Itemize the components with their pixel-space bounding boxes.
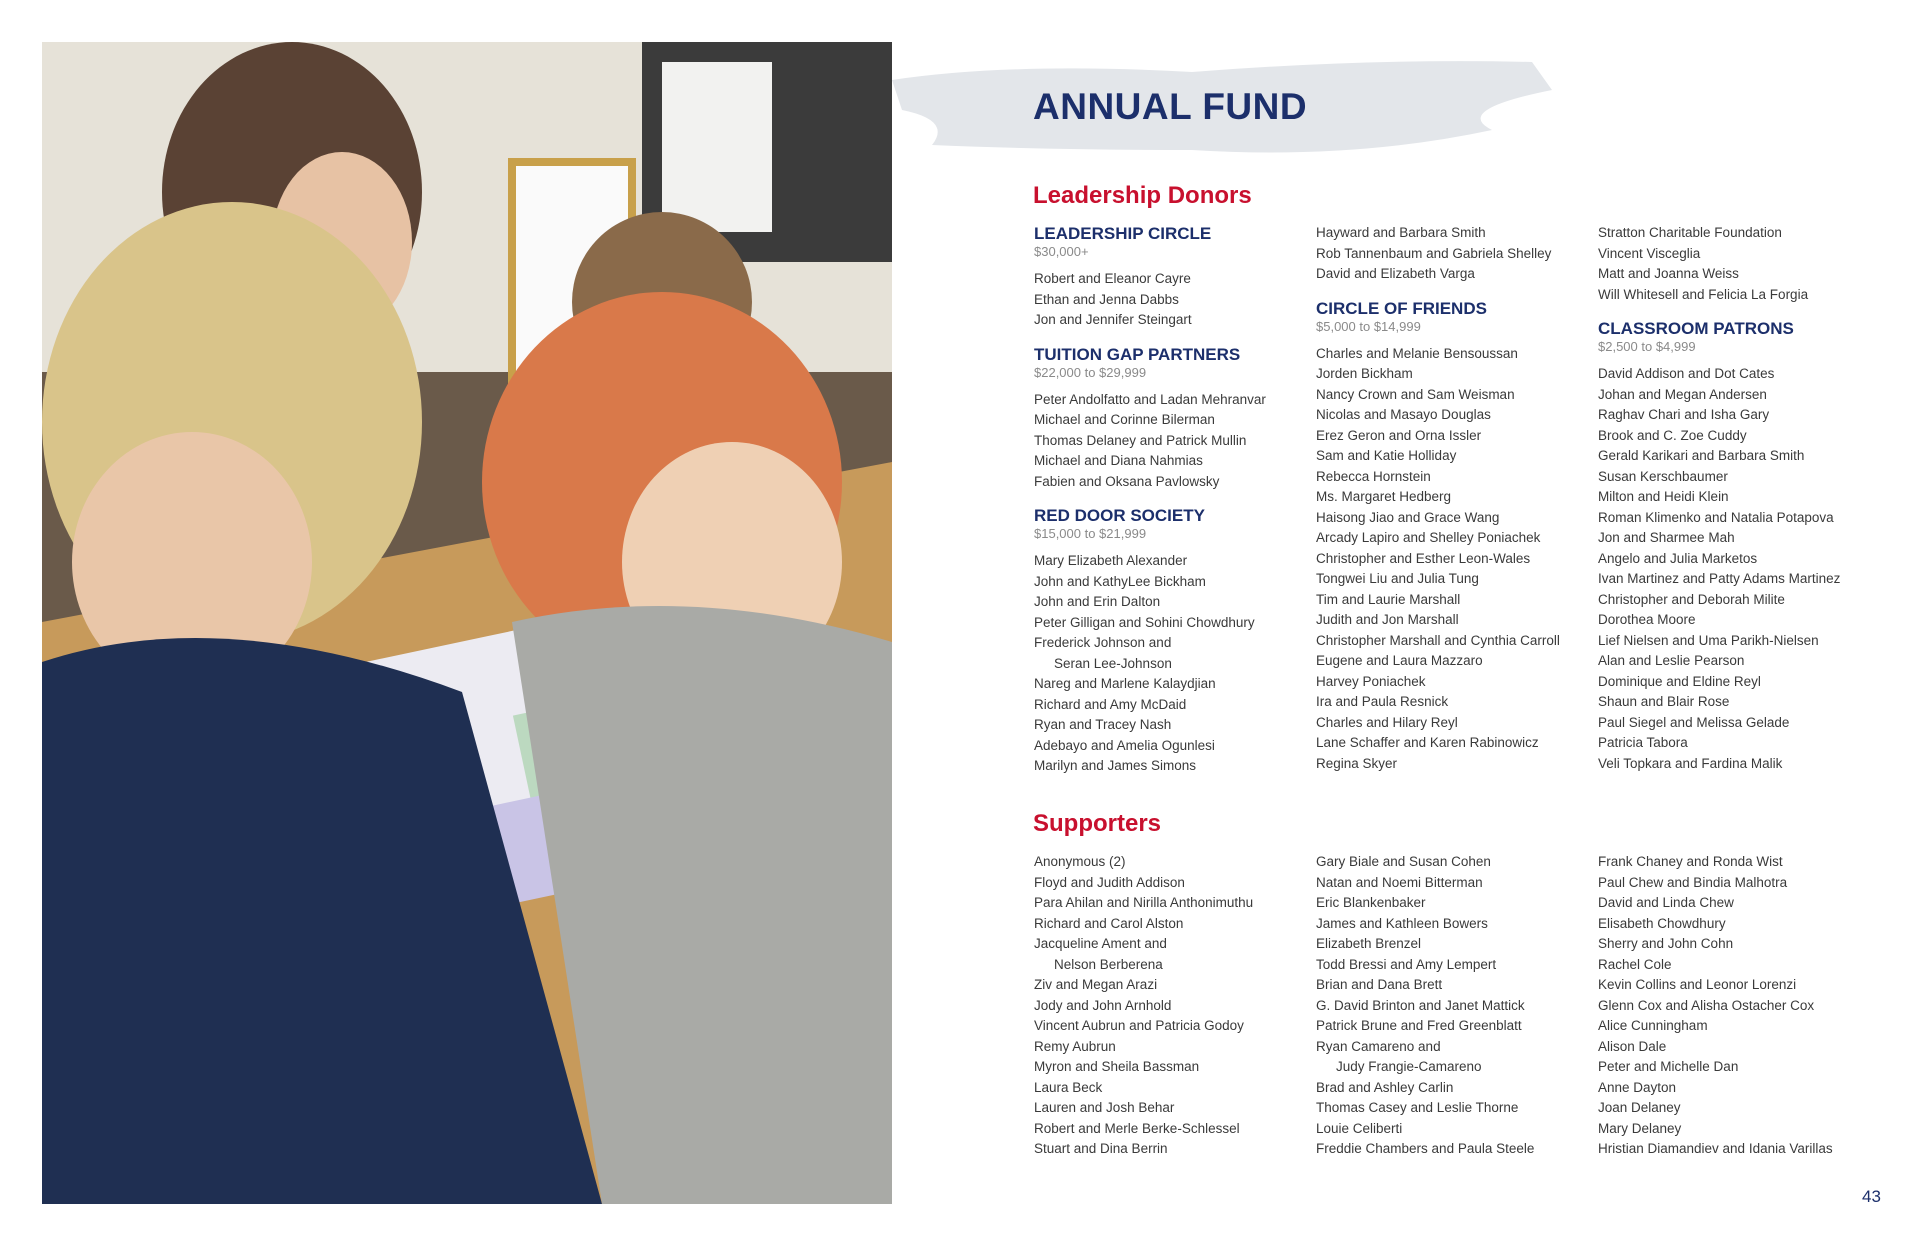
donor-name: Milton and Heidi Klein <box>1598 489 1729 504</box>
donor-name: Regina Skyer <box>1316 755 1398 771</box>
donor-name: Haisong Jiao and Grace Wang <box>1316 509 1500 525</box>
donor-name: Paul Siegel and Melissa Gelade <box>1598 714 1790 730</box>
donor-name: Arcady Lapiro and Shelley Poniachek <box>1316 530 1541 545</box>
donor-name: Ryan Camareno and <box>1316 1038 1441 1054</box>
donor-name: Patricia Tabora <box>1598 735 1688 750</box>
donor-name: Susan Kerschbaumer <box>1598 468 1728 484</box>
donor-name: Mary Elizabeth Alexander <box>1034 553 1188 568</box>
level-range: $5,000 to $14,999 <box>1316 318 1421 334</box>
donor-name: Richard and Carol Alston <box>1034 915 1184 931</box>
donor-name: Natan and Noemi Bitterman <box>1316 874 1483 890</box>
donor-name: Anne Dayton <box>1598 1079 1677 1095</box>
donor-name: Rob Tannenbaum and Gabriela Shelley <box>1316 245 1552 261</box>
donor-name: Stuart and Dina Berrin <box>1034 1141 1168 1156</box>
donor-name: G. David Brinton and Janet Mattick <box>1316 997 1525 1013</box>
donor-name: Alison Dale <box>1598 1038 1667 1054</box>
donor-name: Anonymous (2) <box>1034 854 1126 869</box>
level-continued <box>1316 223 1591 285</box>
supporters-column-2 <box>1316 852 1591 1160</box>
donor-name: Elisabeth Chowdhury <box>1598 915 1726 931</box>
donor-name: Erez Geron and Orna Issler <box>1316 427 1482 443</box>
donor-name: Lauren and Josh Behar <box>1034 1100 1175 1115</box>
donor-name: David and Linda Chew <box>1598 895 1734 910</box>
level-classroom-patrons <box>1598 319 1873 774</box>
donor-name: Johan and Megan Andersen <box>1598 386 1767 402</box>
donor-name: Tongwei Liu and Julia Tung <box>1316 571 1479 586</box>
donor-name: Brook and C. Zoe Cuddy <box>1598 427 1747 443</box>
donor-name: Michael and Corinne Bilerman <box>1034 412 1215 427</box>
donor-name: Eric Blankenbaker <box>1316 895 1426 910</box>
donor-name: Angelo and Julia Marketos <box>1598 550 1758 566</box>
leadership-column-1 <box>1034 224 1309 791</box>
donor-name: Judith and Jon Marshall <box>1316 612 1459 627</box>
donor-name: Roman Klimenko and Natalia Potapova <box>1598 509 1834 525</box>
donor-name: Paul Chew and Bindia Malhotra <box>1598 874 1788 890</box>
donor-name: Raghav Chari and Isha Gary <box>1598 407 1770 422</box>
donor-name: Michael and Diana Nahmias <box>1034 453 1203 468</box>
donor-name: Nancy Crown and Sam Weisman <box>1316 386 1515 402</box>
donor-name: James and Kathleen Bowers <box>1316 915 1488 931</box>
level-tuition-gap-partners <box>1034 345 1309 493</box>
donor-name: Rebecca Hornstein <box>1316 468 1431 484</box>
supporters-heading: Supporters <box>1033 810 1162 837</box>
level-range: $15,000 to $21,999 <box>1034 526 1147 541</box>
donor-name: Ryan and Tracey Nash <box>1034 717 1172 732</box>
donor-name: Jon and Jennifer Steingart <box>1034 312 1192 327</box>
donor-name: Mary Delaney <box>1598 1120 1682 1136</box>
donor-name: Stratton Charitable Foundation <box>1598 225 1782 240</box>
level-title: LEADERSHIP CIRCLE <box>1034 224 1212 243</box>
level-leadership-circle <box>1034 224 1309 331</box>
donor-name: Brian and Dana Brett <box>1316 977 1443 992</box>
donor-name: David and Elizabeth Varga <box>1316 266 1475 281</box>
donor-name: Peter and Michelle Dan <box>1598 1059 1739 1074</box>
donor-name: Vincent Aubrun and Patricia Godoy <box>1034 1018 1244 1033</box>
donor-name: Ethan and Jenna Dabbs <box>1034 291 1179 307</box>
classroom-photo <box>42 42 892 1204</box>
leadership-donors-heading: Leadership Donors <box>1033 182 1252 209</box>
supporters-column-3 <box>1598 852 1873 1160</box>
donor-name: Christopher Marshall and Cynthia Carroll <box>1316 632 1560 648</box>
supporters-column-1 <box>1034 852 1309 1160</box>
donor-name: Ms. Margaret Hedberg <box>1316 489 1452 504</box>
donor-name: Jody and John Arnhold <box>1034 997 1172 1013</box>
donor-name: Thomas Casey and Leslie Thorne <box>1316 1100 1519 1115</box>
donor-name: Sam and Katie Holliday <box>1316 448 1457 463</box>
donor-name: Gary Biale and Susan Cohen <box>1316 854 1491 869</box>
level-title: RED DOOR SOCIETY <box>1034 506 1205 525</box>
donor-name: Tim and Laurie Marshall <box>1316 591 1461 607</box>
donor-name: Harvey Poniachek <box>1316 673 1426 689</box>
donor-name: David Addison and Dot Cates <box>1598 366 1775 381</box>
donor-name: Veli Topkara and Fardina Malik <box>1598 755 1783 771</box>
donor-name: Alan and Leslie Pearson <box>1598 653 1745 668</box>
donor-name: Floyd and Judith Addison <box>1034 874 1185 890</box>
donor-name: Lane Schaffer and Karen Rabinowicz <box>1316 735 1539 750</box>
donor-name: Peter Andolfatto and Ladan Mehranvar <box>1034 391 1266 407</box>
donor-name: Charles and Melanie Bensoussan <box>1316 345 1518 361</box>
donor-name: Dorothea Moore <box>1598 612 1696 627</box>
donor-name: Charles and Hilary Reyl <box>1316 714 1458 730</box>
leadership-column-3 <box>1598 223 1873 788</box>
donor-name: Kevin Collins and Leonor Lorenzi <box>1598 977 1797 992</box>
donor-name: Elizabeth Brenzel <box>1316 936 1422 951</box>
donor-name: Eugene and Laura Mazzaro <box>1316 653 1483 668</box>
donor-name: Para Ahilan and Nirilla Anthonimuthu <box>1034 895 1254 910</box>
donor-name: Ivan Martinez and Patty Adams Martinez <box>1598 571 1841 586</box>
donor-name: Robert and Merle Berke-Schlessel <box>1034 1120 1240 1136</box>
donor-name: Nicolas and Masayo Douglas <box>1316 407 1491 422</box>
level-range: $2,500 to $4,999 <box>1598 339 1696 354</box>
donor-name: Jon and Sharmee Mah <box>1598 530 1735 545</box>
donor-name: Jacqueline Ament and <box>1034 936 1167 951</box>
level-range: $30,000+ <box>1034 244 1089 259</box>
donor-name: Christopher and Deborah Milite <box>1598 591 1785 607</box>
donor-name: Hristian Diamandiev and Idania Varillas <box>1598 1141 1833 1156</box>
level-title: TUITION GAP PARTNERS <box>1034 344 1241 364</box>
donor-name: Remy Aubrun <box>1034 1038 1116 1054</box>
donor-name: Peter Gilligan and Sohini Chowdhury <box>1034 614 1255 630</box>
donor-name: Hayward and Barbara Smith <box>1316 225 1486 240</box>
donor-name: Seran Lee-Johnson <box>1054 655 1172 671</box>
donor-name: Jorden Bickham <box>1316 366 1413 381</box>
donor-name: Alice Cunningham <box>1598 1018 1708 1033</box>
donor-name: Matt and Joanna Weiss <box>1598 266 1739 281</box>
level-title: CIRCLE OF FRIENDS <box>1316 298 1487 318</box>
donor-name: Joan Delaney <box>1598 1100 1681 1115</box>
donor-name: Rachel Cole <box>1598 956 1672 972</box>
donor-name: Lief Nielsen and Uma Parikh-Nielsen <box>1598 632 1819 648</box>
page-number: 43 <box>1862 1187 1881 1206</box>
donor-name: Nareg and Marlene Kalaydjian <box>1034 676 1216 691</box>
donor-name: Gerald Karikari and Barbara Smith <box>1598 448 1805 463</box>
donor-name: Shaun and Blair Rose <box>1598 694 1730 709</box>
donor-name: Ziv and Megan Arazi <box>1034 977 1158 992</box>
donor-name: Richard and Amy McDaid <box>1034 696 1187 712</box>
level-red-door-society <box>1034 506 1309 777</box>
donor-name: Glenn Cox and Alisha Ostacher Cox <box>1598 997 1815 1013</box>
donor-name: Nelson Berberena <box>1054 956 1163 972</box>
donor-name: Louie Celiberti <box>1316 1120 1403 1136</box>
donor-name: Sherry and John Cohn <box>1598 936 1734 951</box>
donor-name: Frank Chaney and Ronda Wist <box>1598 854 1783 869</box>
level-circle-of-friends <box>1316 299 1591 775</box>
level-range: $22,000 to $29,999 <box>1034 364 1147 380</box>
donor-name: Thomas Delaney and Patrick Mullin <box>1034 432 1247 448</box>
donor-name: Patrick Brune and Fred Greenblatt <box>1316 1018 1522 1033</box>
donor-name: Marilyn and James Simons <box>1034 758 1197 773</box>
donor-name: Vincent Visceglia <box>1598 245 1701 261</box>
donor-name: Laura Beck <box>1034 1079 1103 1095</box>
donor-name: Myron and Sheila Bassman <box>1034 1059 1200 1074</box>
page-title: ANNUAL FUND <box>1033 86 1308 127</box>
donor-name: Judy Frangie-Camareno <box>1336 1059 1482 1074</box>
leadership-column-2 <box>1316 223 1591 788</box>
donor-name: Frederick Johnson and <box>1034 635 1172 650</box>
donor-name: Robert and Eleanor Cayre <box>1034 271 1191 286</box>
donor-name: Will Whitesell and Felicia La Forgia <box>1598 286 1809 302</box>
donor-name: Ira and Paula Resnick <box>1316 694 1449 709</box>
level-title: CLASSROOM PATRONS <box>1598 319 1794 338</box>
donor-name: John and Erin Dalton <box>1034 594 1161 609</box>
donor-name: Dominique and Eldine Reyl <box>1598 673 1761 689</box>
donor-name: Fabien and Oksana Pavlowsky <box>1034 473 1220 489</box>
level-continued <box>1598 223 1873 305</box>
donor-name: Adebayo and Amelia Ogunlesi <box>1034 737 1215 753</box>
donor-name: John and KathyLee Bickham <box>1034 573 1206 589</box>
donor-name: Brad and Ashley Carlin <box>1316 1079 1454 1095</box>
donor-name: Christopher and Esther Leon-Wales <box>1316 550 1531 566</box>
donor-name: Todd Bressi and Amy Lempert <box>1316 956 1497 972</box>
donor-name: Freddie Chambers and Paula Steele <box>1316 1141 1535 1156</box>
